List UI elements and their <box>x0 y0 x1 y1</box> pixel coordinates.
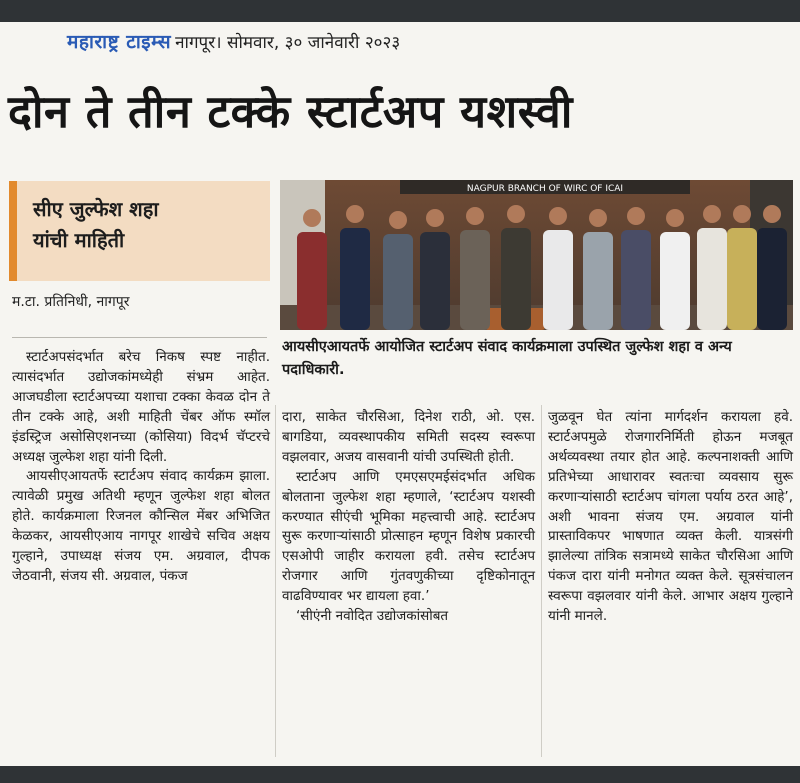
paragraph: दारा, साकेत चौरसिआ, दिनेश राठी, ओ. एस. बागडिया, व्यवस्थापकीय समिती सदस्य स्वरूपा वझलवार, अजय वासवानी यांची उपस्थिती होती. <box>282 409 535 465</box>
person-figure <box>460 230 490 330</box>
highlight-line-2: यांची माहिती <box>33 228 125 252</box>
person-head <box>763 205 781 223</box>
person-figure <box>383 234 413 330</box>
person-figure <box>297 232 327 330</box>
person-figure <box>660 232 690 330</box>
person-head <box>389 211 407 229</box>
person-head <box>426 209 444 227</box>
person-head <box>733 205 751 223</box>
paragraph: स्टार्टअपसंदर्भात बरेच निकष स्पष्ट नाहीत. त्यासंदर्भात उद्योजकांमध्येही संभ्रम आहेत. आजघडीला स्टार्टअपच्या यशाचा टक्का केवळ दोन ते तीन टक्के आहे, अशी माहिती चेंबर ऑफ स्मॉल इंडस्ट्रिज असोसिएशनच्या (कोसिया) विदर्भ चॅप्टरचे अध्यक्ष जुल्फेश शहा यांनी दिली. <box>12 349 270 465</box>
highlight-line-1: सीए जुल्फेश शहा <box>33 197 159 221</box>
person-figure <box>757 228 787 330</box>
paragraph: जुळवून घेत त्यांना मार्गदर्शन करायला हवे. स्टार्टअपमुळे रोजगारनिर्मिती होऊन मजबूत अर्थव्यवस्था तयार होत आहे. कल्पनाशक्ती आणि प्रतिभेच्या आधारावर स्वतःचा व्यवसाय सुरू करणाऱ्यांसाठी स्टार्टअप चांगला पर्याय ठरत आहे’, अशी भावना संजय एम. अग्रवाल यांनी प्रास्ताविकपर भाषणात व्यक्त केली. यात्रसंगी झालेल्या तांत्रिक सत्रामध्ये साकेत चौरसिआ आणि पंकज दारा यांनी मनोगत व्यक्त केले. सूत्रसंचालन स्वरूपा वझलवार यांनी केले. आभार अक्षय गुल्हाने यांनी मानले. <box>548 409 793 625</box>
person-head <box>589 209 607 227</box>
highlight-box <box>9 181 270 281</box>
paragraph: आयसीएआयतर्फे स्टार्टअप संवाद कार्यक्रम झाला. त्यावेळी प्रमुख अतिथी म्हणून जुल्फेश शहा बोलत होते. कार्यक्रमाला रिजनल कौन्सिल मेंबर अभिजित केळकर, आयसीएआय नागपूर शाखेचे सचिव अक्षय गुल्हाने, उपाध्यक्ष संजय एम. अग्रवाल, दीपक जेठवानी, संजय सी. अग्रवाल, पंकज <box>12 468 270 584</box>
event-photo-illustration <box>280 180 793 330</box>
person-figure <box>697 228 727 330</box>
dateline: नागपूर। सोमवार, ३० जानेवारी २०२३ <box>175 33 401 53</box>
article-column-1 <box>12 348 270 587</box>
person-figure <box>621 230 651 330</box>
column-divider <box>275 405 276 757</box>
article-column-2 <box>282 408 535 627</box>
person-head <box>627 207 645 225</box>
newspaper-logo: महाराष्ट्र टाइम्स <box>67 31 172 53</box>
photo-banner-text: NAGPUR BRANCH OF WIRC OF ICAI <box>466 184 624 194</box>
column-divider <box>541 405 542 757</box>
paragraph: ‘सीएंनी नवोदित उद्योजकांसोबत <box>296 608 449 625</box>
person-figure <box>583 232 613 330</box>
person-head <box>507 205 525 223</box>
person-figure <box>420 232 450 330</box>
byline: म.टा. प्रतिनिधी, नागपूर <box>12 294 130 310</box>
event-photo <box>280 180 793 330</box>
person-head <box>666 209 684 227</box>
column-rule <box>12 337 267 338</box>
person-figure <box>543 230 573 330</box>
person-figure <box>501 228 531 330</box>
photo-caption: आयसीएआयतर्फे आयोजित स्टार्टअप संवाद कार्यक्रमाला उपस्थित जुल्फेश शहा व अन्य पदाधिकारी. <box>282 339 732 378</box>
person-head <box>703 205 721 223</box>
person-head <box>549 207 567 225</box>
scan-border <box>0 766 800 783</box>
person-figure <box>340 228 370 330</box>
person-head <box>466 207 484 225</box>
person-figure <box>727 228 757 330</box>
person-head <box>346 205 364 223</box>
masthead <box>67 28 400 54</box>
headline: दोन ते तीन टक्के स्टार्टअप यशस्वी <box>8 85 573 138</box>
person-head <box>303 209 321 227</box>
paragraph: स्टार्टअप आणि एमएसएमईसंदर्भात अधिक बोलताना जुल्फेश शहा म्हणाले, ‘स्टार्टअप यशस्वी करण्यात सीएंची भूमिका महत्त्वाची आहे. स्टार्टअप सुरू करणाऱ्यांसाठी प्रोत्साहन म्हणून विशेष प्रकारची एसओपी जाहीर करायला हवी. तसेच स्टार्टअप रोजगार आणि गुंतवणुकीच्या दृष्टिकोनातून वाढविण्यावर भर द्यायला हवा.’ <box>282 468 535 605</box>
article-column-3 <box>548 408 793 627</box>
